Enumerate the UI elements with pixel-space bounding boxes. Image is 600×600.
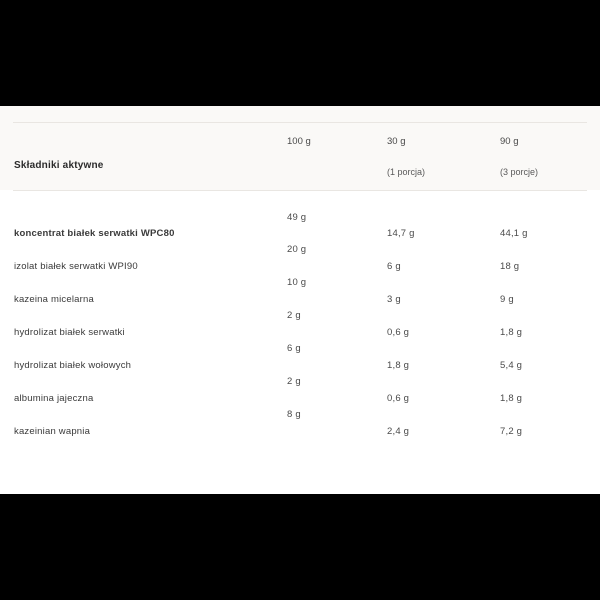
- table-header-amount-30g: 30 g: [387, 136, 406, 147]
- table-cell-per-30g: 2,4 g: [387, 426, 410, 437]
- table-header-amount-100g: 100 g: [287, 136, 311, 147]
- table-cell-per-30g: 1,8 g: [387, 360, 410, 371]
- table-cell-per-30g: 0,6 g: [387, 393, 410, 404]
- table-cell-per-30g: 0,6 g: [387, 327, 410, 338]
- table-cell-per-90g: 18 g: [500, 261, 520, 272]
- table-cell-per-100g: 10 g: [287, 277, 307, 288]
- table-header-band: [0, 106, 600, 190]
- table-header-title: Składniki aktywne: [14, 160, 104, 171]
- table-cell-per-30g: 14,7 g: [387, 228, 415, 239]
- table-header-sub-30g: (1 porcja): [387, 167, 426, 177]
- table-cell-per-100g: 49 g: [287, 212, 307, 223]
- table-header-amount-90g: 90 g: [500, 136, 519, 147]
- table-cell-per-90g: 7,2 g: [500, 426, 523, 437]
- table-cell-per-100g: 2 g: [287, 376, 301, 387]
- table-cell-per-90g: 44,1 g: [500, 228, 528, 239]
- table-cell-per-90g: 9 g: [500, 294, 514, 305]
- table-row-name: kazeinian wapnia: [14, 426, 91, 437]
- table-cell-per-90g: 1,8 g: [500, 327, 523, 338]
- table-cell-per-90g: 5,4 g: [500, 360, 523, 371]
- table-cell-per-90g: 1,8 g: [500, 393, 523, 404]
- table-cell-per-100g: 20 g: [287, 244, 307, 255]
- table-row-name: hydrolizat białek wołowych: [14, 360, 132, 371]
- table-header-sub-90g: (3 porcje): [500, 167, 539, 177]
- nutrition-table-panel: [0, 106, 600, 494]
- table-top-divider: [13, 122, 587, 123]
- table-header-divider: [13, 190, 587, 191]
- table-row-name: koncentrat białek serwatki WPC80: [14, 228, 175, 239]
- table-cell-per-100g: 2 g: [287, 310, 301, 321]
- table-cell-per-100g: 8 g: [287, 409, 301, 420]
- table-cell-per-100g: 6 g: [287, 343, 301, 354]
- table-row-name: hydrolizat białek serwatki: [14, 327, 125, 338]
- table-row-name: kazeina micelarna: [14, 294, 94, 305]
- table-cell-per-30g: 6 g: [387, 261, 401, 272]
- table-cell-per-30g: 3 g: [387, 294, 401, 305]
- table-row-name: albumina jajeczna: [14, 393, 94, 404]
- table-row-name: izolat białek serwatki WPI90: [14, 261, 138, 272]
